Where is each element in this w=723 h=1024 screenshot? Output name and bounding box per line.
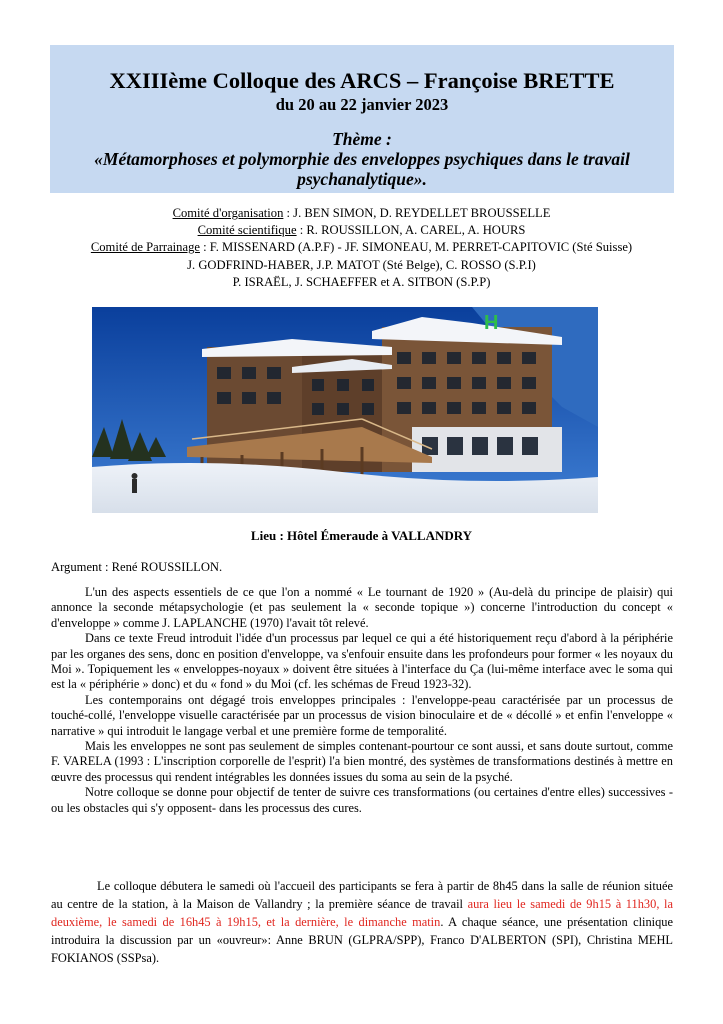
committee-organisation-value: : J. BEN SIMON, D. REYDELLET BROUSSELLE	[283, 206, 551, 220]
schedule-paragraph	[51, 877, 673, 967]
committee-parrainage-line3: P. ISRAËL, J. SCHAEFFER et A. SITBON (S.P.P)	[232, 274, 491, 289]
argument-author: Argument : René ROUSSILLON.	[51, 560, 223, 574]
page-title: XXIIIème Colloque des ARCS – Françoise BRETTE	[109, 68, 615, 93]
paragraph: Dans ce texte Freud introduit l'idée d'un processus par lequel ce qui a été historiquement reçu d'abord à la périphérie par les organes des sens, donc en position d'enveloppe, va s'enfouir ensuite dans les profondeurs pour former « les noyaux du Moi ». Topiquement les « enveloppes-noyaux » doivent être situées à l'interface du Ça (lui-même interface avec le soma qui est la « périphérie » donc) et du « fond » du Moi (cf. les schémas de Freud 1923-32).	[51, 631, 673, 692]
venue-heading: Lieu : Hôtel Émeraude à VALLANDRY	[250, 528, 473, 543]
paragraph: Les contemporains ont dégagé trois enveloppes principales : l'enveloppe-peau caractérisée par un processus de touché-collé, l'enveloppe visuelle caractérisée par un processus de vision binoculaire et de « décollé » et enfin l'enveloppe « narrative » qui introduit le langage verbal et une première forme de temporalité.	[51, 692, 673, 738]
paragraph: Notre colloque se donne pour objectif de tenter de suivre ces transformations (ou certaines d'entre elles) successives - ou les obstacles qui s'y opposent- dans les processus des cures.	[51, 785, 673, 815]
paragraph: Mais les enveloppes ne sont pas seulement de simples contenant-pourtour ce sont aussi, et sans doute surtout, comme F. VARELA (1993 : L'inscription corporelle de l'esprit) l'a bien montré, des systèmes de transformations destinés à mettre en œuvre des processus qui rendent intégrables les données issues du soma au sein de la psyché.	[51, 739, 673, 784]
argument-body	[51, 585, 673, 816]
schedule-text	[51, 877, 673, 967]
hotel-sign-letter: H	[484, 312, 499, 334]
committee-scientifique-value: : R. ROUSSILLON, A. CAREL, A. HOURS	[296, 223, 526, 238]
committees-block	[30, 205, 693, 291]
committee-parrainage	[30, 239, 693, 256]
schedule-highlight: aura lieu le samedi de 9h15 à 11h30, la deuxième, le samedi de 16h45 à 19h15, et la dernière, le dimanche matin	[51, 897, 673, 929]
schedule-text-part1: Le colloque débutera le samedi où l'accueil des participants se fera à partir de 8h45 dans la salle de réunion située au centre de la station, à la Maison de Vallandry ; la première séance de travail	[51, 879, 673, 911]
header-box	[50, 45, 674, 193]
theme-label: Thème :	[332, 129, 392, 149]
theme-text: «Métamorphoses et polymorphie des enveloppes psychiques dans le travail psychanalytique».	[94, 149, 630, 189]
hotel-photo	[92, 307, 598, 513]
committee-parrainage-value: : F. MISSENARD (A.P.F) - JF. SIMONEAU, M. PERRET-CAPITOVIC (Sté Suisse)	[199, 240, 633, 255]
committee-parrainage-line2: J. GODFRIND-HABER, J.P. MATOT (Sté Belge), C. ROSSO (S.P.I)	[187, 257, 536, 272]
committee-organisation-label: Comité d'organisation	[172, 206, 284, 220]
committee-organisation	[30, 205, 693, 222]
paragraph: L'un des aspects essentiels de ce que l'on a nommé « Le tournant de 1920 » (Au-delà du principe de plaisir) qui annonce la seconde métapsychologie (et pas seulement la « seconde topique ») concerne l'introduction du concept « d'enveloppe » comme J. LAPLANCHE (1970) l'avait tôt relevé.	[51, 585, 673, 630]
committee-scientifique	[30, 222, 693, 239]
committee-parrainage-label: Comité de Parrainage	[90, 240, 200, 255]
committee-scientifique-label: Comité scientifique	[197, 223, 297, 238]
event-dates: du 20 au 22 janvier 2023	[275, 95, 449, 114]
schedule-text-part2: . A chaque séance, une présentation clinique introduira la discussion par un «ouvreur»: Anne BRUN (GLPRA/SPP), Franco D'ALBERTON (SPI), Christina MEHL FOKIANOS (SSPsa).	[51, 915, 674, 965]
hotel-photo-illustration	[92, 307, 598, 513]
